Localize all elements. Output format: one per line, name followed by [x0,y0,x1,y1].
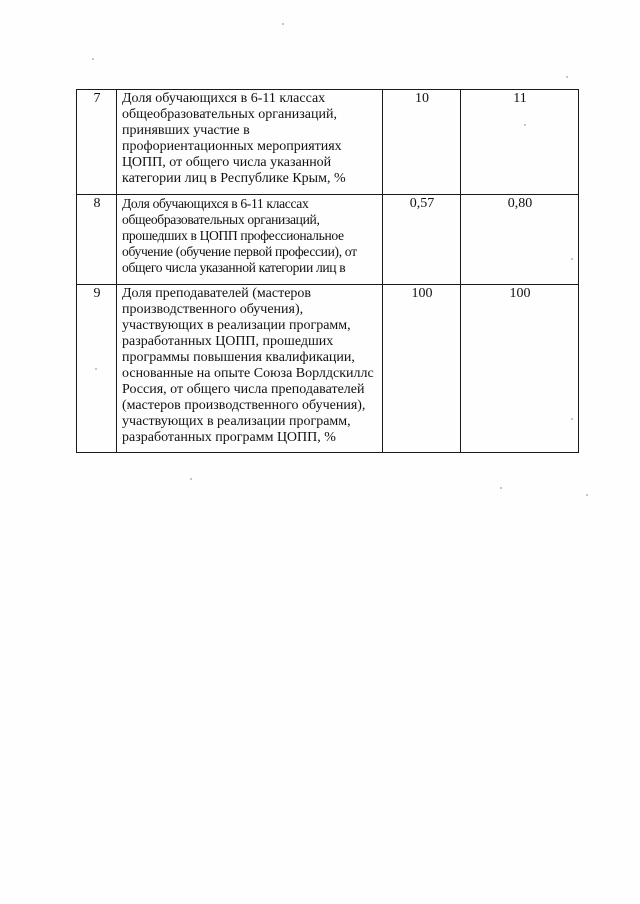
table-row [77,90,579,195]
indicator-description: Доля обучающихся в 6-11 классах общеобразовательных организаций, прошедших в ЦОПП профессиональное обучение (обучение первой профессии), от общего числа указанной категории лиц в [117,195,383,285]
indicator-value-1: 10 [383,90,461,195]
indicator-value-2: 11 [461,90,579,195]
indicator-value-2: 100 [461,285,579,453]
indicator-description: Доля обучающихся в 6-11 классах общеобразовательных организаций, принявших участие в профориентационных мероприятиях ЦОПП, от общего числа указанной категории лиц в Республике Крым, % [117,90,383,195]
row-number: 7 [77,90,117,195]
row-number: 8 [77,195,117,285]
row-number: 9 [77,285,117,453]
indicator-description: Доля преподавателей (мастеров производственного обучения), участвующих в реализации программ, разработанных ЦОПП, прошедших программы повышения квалификации, основанные на опыте Союза Ворлдскиллс Россия, от общего числа преподавателей (мастеров производственного обучения), участвующих в реализации программ, разработанных программ ЦОПП, % [117,285,383,453]
indicator-value-1: 0,57 [383,195,461,285]
indicator-value-1: 100 [383,285,461,453]
scan-speck [566,76,568,78]
scan-speck [92,58,94,60]
scan-speck [500,487,502,489]
indicators-table [76,89,579,453]
indicator-value-2: 0,80 [461,195,579,285]
scan-speck [282,23,284,25]
table-row [77,195,579,285]
scan-speck [190,478,192,480]
table-row [77,285,579,453]
scan-speck [586,494,588,496]
